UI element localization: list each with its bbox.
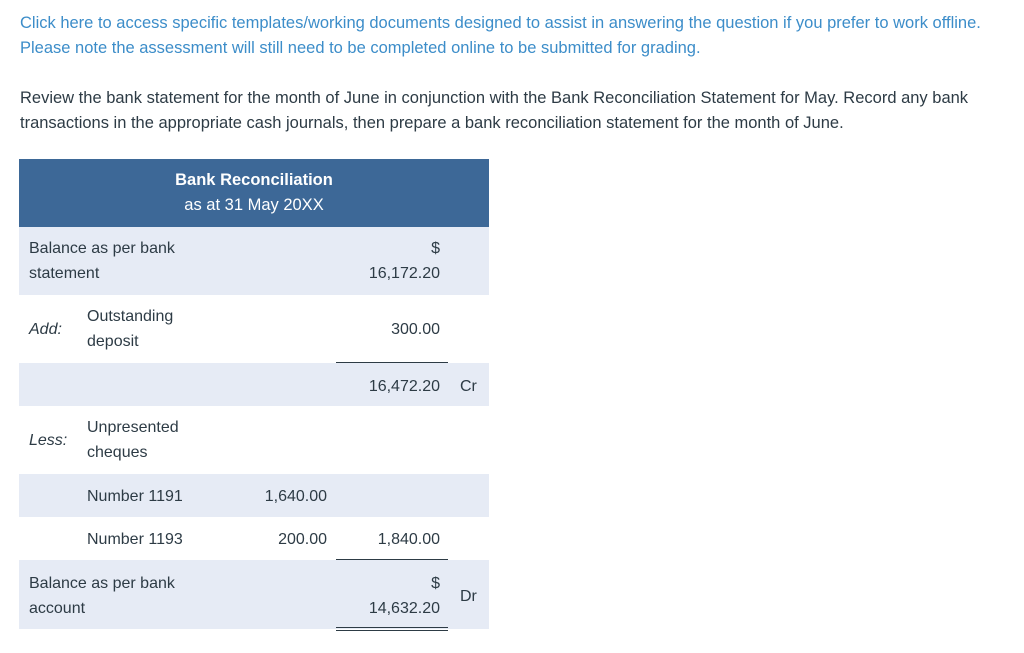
balance-bank-currency: $ <box>431 240 440 257</box>
table-title: Bank Reconciliation <box>175 171 333 189</box>
cheques-total-amount: 1,840.00 <box>377 531 440 548</box>
double-rule-top <box>336 627 448 628</box>
outstanding-deposit-label: Outstanding deposit <box>87 308 174 350</box>
balance-bank-amount: 16,172.20 <box>368 265 440 282</box>
double-rule-bottom <box>336 630 448 631</box>
balance-account-label: Balance as per bank account <box>29 575 175 617</box>
row-less-unpresented-cheques <box>19 406 489 474</box>
unpresented-cheques-label: Unpresented cheques <box>87 419 179 461</box>
cheque-1193-amount: 200.00 <box>278 531 327 548</box>
row-cheque-1193 <box>19 517 489 560</box>
templates-link[interactable]: Click here to access specific templates/working documents designed to assist in answering the question if you prefer to work offline. Please note the assessment will still need to be completed online to be submitted for grading. <box>20 14 981 57</box>
row-subtotal <box>19 363 489 406</box>
balance-account-side: Dr <box>460 588 477 605</box>
table-header <box>19 159 489 227</box>
bank-reconciliation-table <box>19 159 489 629</box>
instructions-text: Review the bank statement for the month of June in conjunction with the Bank Reconciliation Statement for May. Record any bank transactions in the appropriate cash journals, then prepare a bank reconciliation statement for the month of June. <box>20 89 969 132</box>
row-cheque-1191 <box>19 474 489 517</box>
cheque-1191-amount: 1,640.00 <box>264 488 327 505</box>
row-balance-bank-account <box>19 560 489 629</box>
add-prefix: Add: <box>29 321 62 338</box>
balance-account-amount: 14,632.20 <box>368 600 440 617</box>
subtotal-amount: 16,472.20 <box>368 378 440 395</box>
cheque-1193-label: Number 1193 <box>87 531 183 548</box>
less-prefix: Less: <box>29 432 68 449</box>
row-add-outstanding-deposit <box>19 295 489 363</box>
table-subtitle: as at 31 May 20XX <box>184 196 324 214</box>
outstanding-deposit-amount: 300.00 <box>391 321 440 338</box>
subtotal-side: Cr <box>460 378 477 395</box>
balance-account-currency: $ <box>431 575 440 592</box>
balance-bank-label: Balance as per bank statement <box>29 240 175 282</box>
row-balance-bank-statement <box>19 227 489 295</box>
cheque-1191-label: Number 1191 <box>87 488 183 505</box>
